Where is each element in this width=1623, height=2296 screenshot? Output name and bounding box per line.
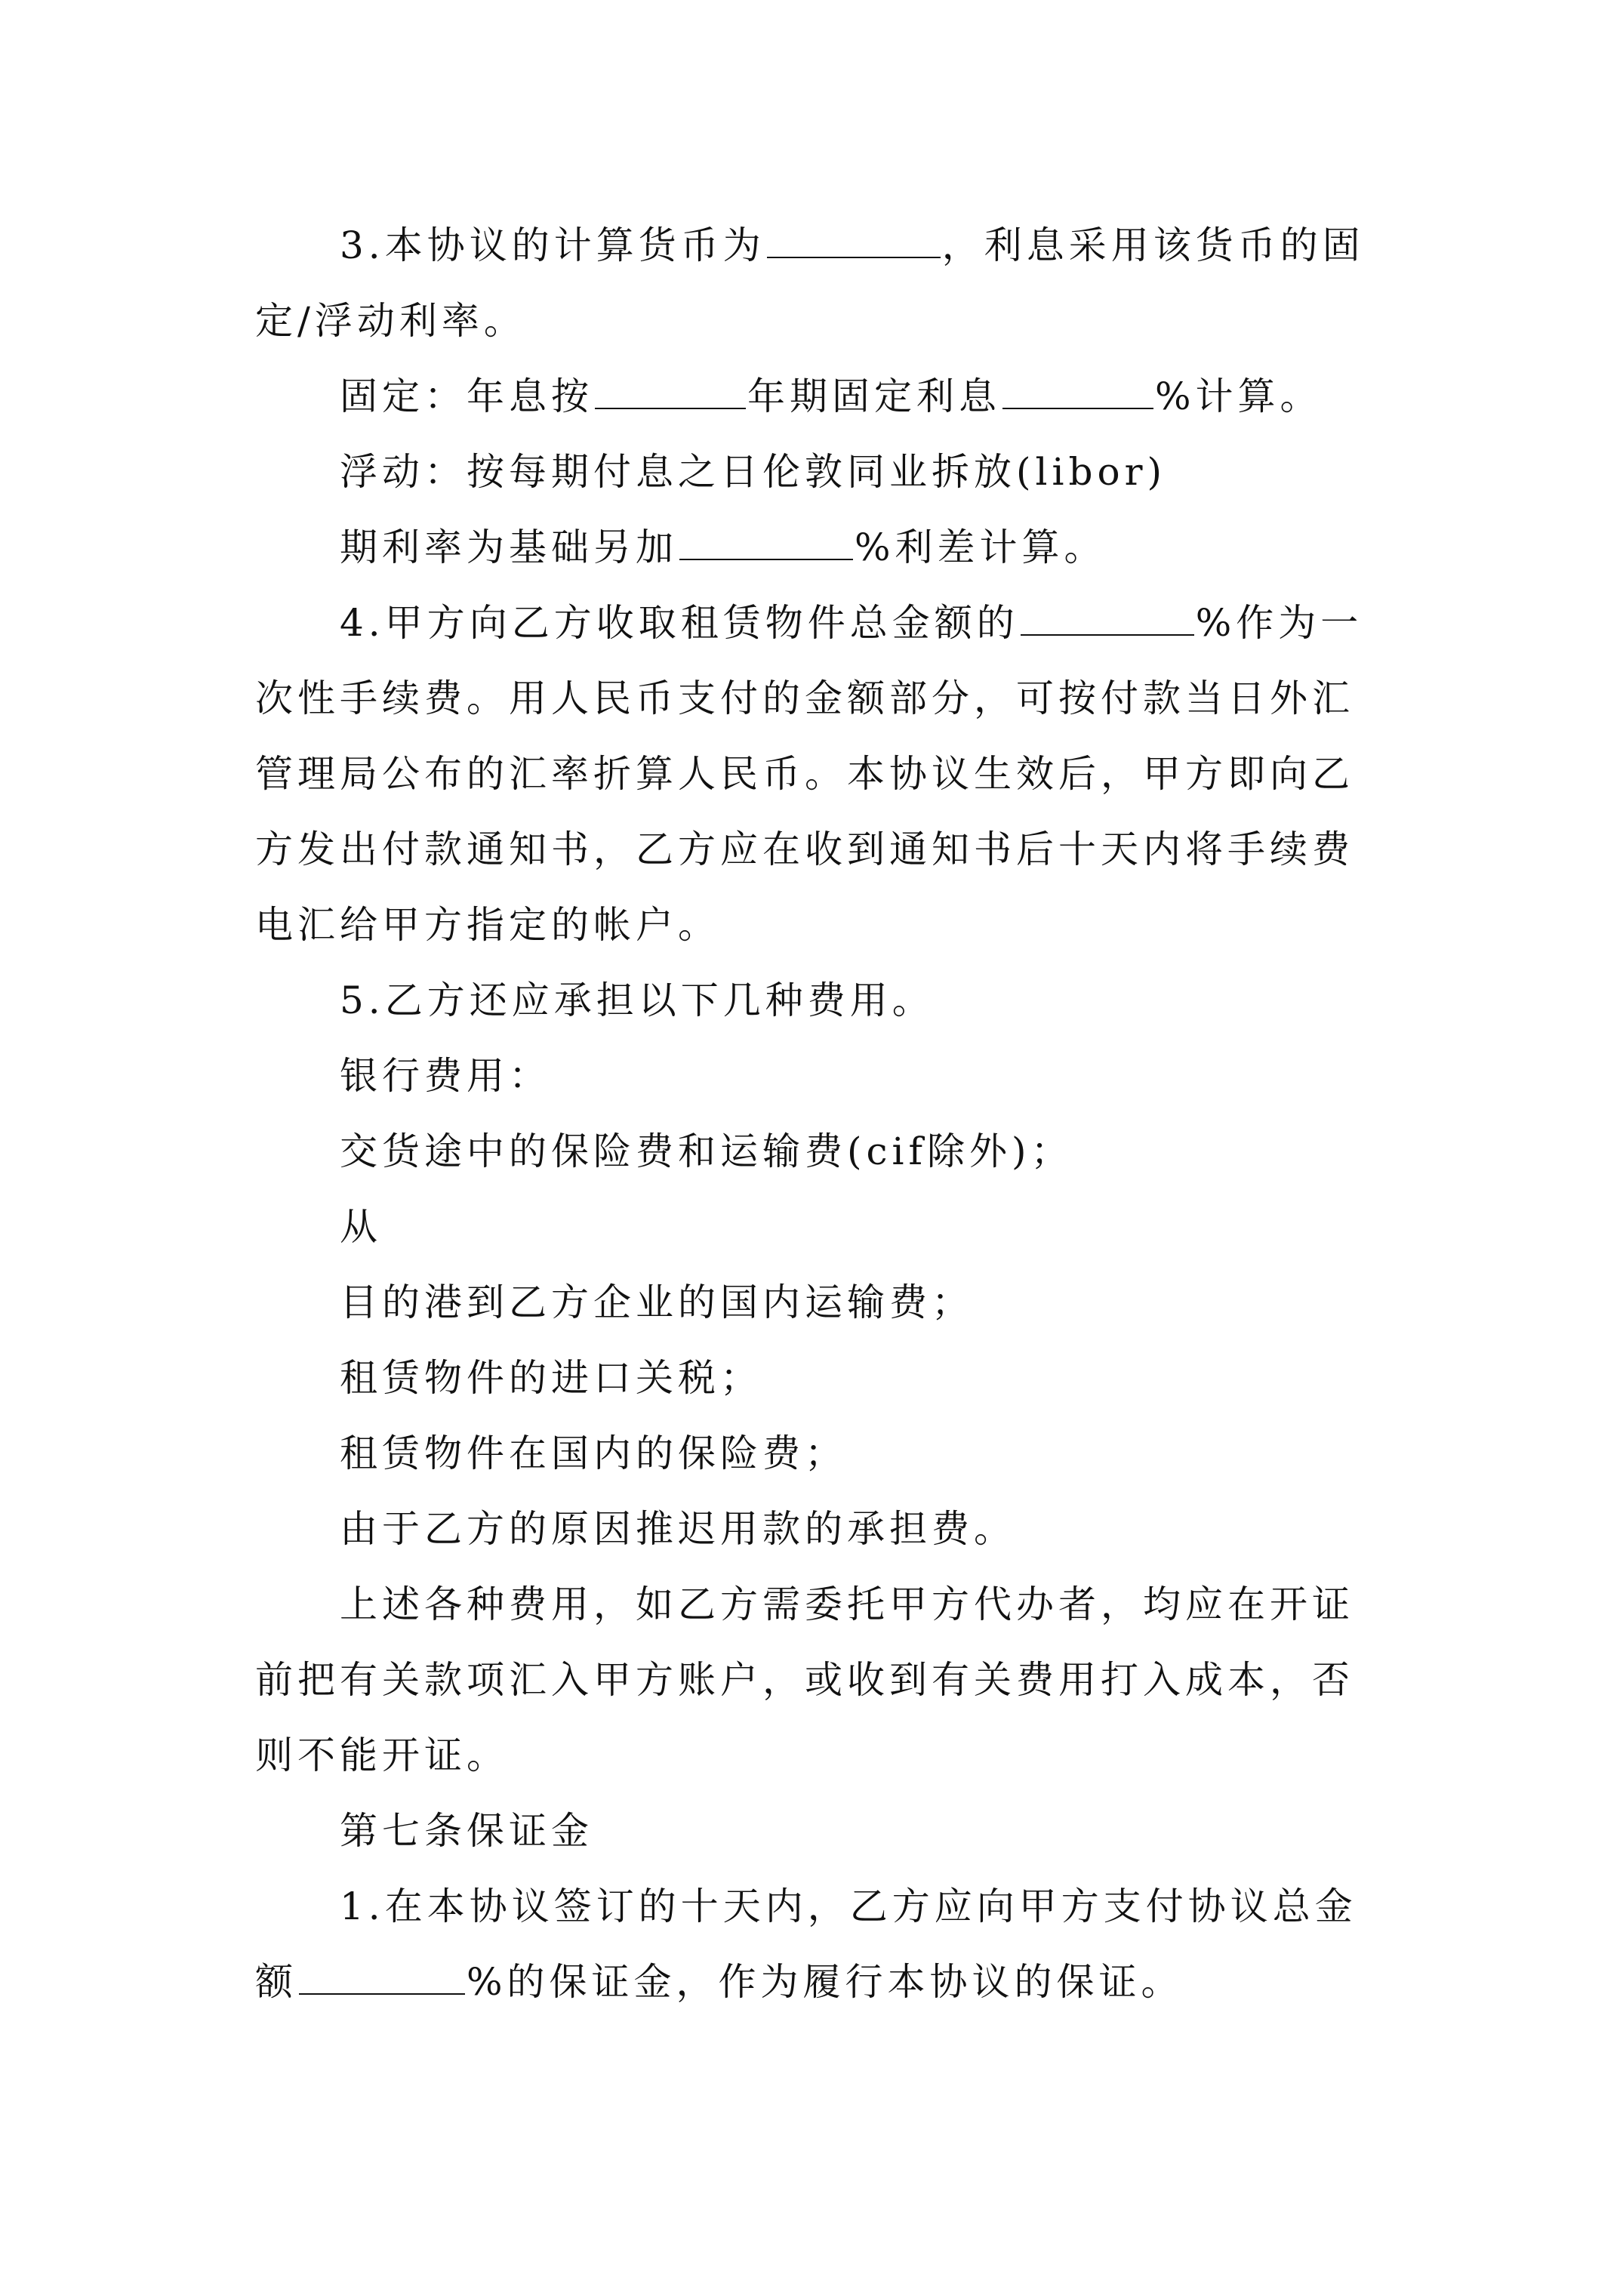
insurance-transport-line: 交货途中的保险费和运输费(cif除外)； [340, 1130, 1073, 1173]
currency-blank [767, 219, 941, 258]
commitment-fee-line: 由于乙方的原因推迟用款的承担费。 [340, 1507, 1016, 1551]
article-7-clause-1-line-1: 1.在本协议签订的十天内，乙方应向甲方支付协议总金 [340, 1885, 1357, 1928]
text: 年期固定利息 [747, 374, 1001, 418]
domestic-insurance-line: 租赁物件在国内的保险费； [340, 1432, 847, 1475]
clause-3-line-2: 定/浮动利率。 [255, 299, 526, 343]
clause-4-line-1 [340, 589, 1472, 657]
floating-rate-line: 浮动：按每期付息之日伦敦同业拆放(libor) [340, 450, 1167, 494]
clause-3-line-1 [340, 211, 1472, 279]
fixed-rate-line [340, 362, 1472, 430]
fixed-rate-blank [1002, 370, 1153, 409]
clause-5-line: 5.乙方还应承担以下几种费用。 [340, 978, 935, 1022]
spread-blank [679, 521, 853, 560]
text: 固定：年息按 [340, 374, 593, 418]
article-7-clause-1-line-2 [255, 1948, 1387, 2016]
text: ，利息采用该货币的固 [941, 223, 1365, 267]
fee-percent-blank [1021, 596, 1194, 636]
clause-4-line-3: 管理局公布的汇率折算人民币。本协议生效后，甲方即向乙 [255, 752, 1354, 796]
text: %利差计算。 [855, 525, 1107, 569]
fees-paragraph-line-2: 前把有关款项汇入甲方账户，或收到有关费用打入成本，否 [255, 1658, 1354, 1702]
from-line: 从 [340, 1205, 382, 1249]
domestic-transport-line: 目的港到乙方企业的国内运输费； [340, 1281, 974, 1324]
clause-4-line-5: 电汇给甲方指定的帐户。 [255, 903, 720, 947]
years-blank [595, 370, 746, 409]
text: 4.甲方向乙方收取租赁物件总金额的 [340, 601, 1019, 645]
text: %计算。 [1155, 374, 1323, 418]
bank-fees-line: 银行费用： [340, 1054, 551, 1098]
article-7-heading: 第七条保证金 [340, 1809, 593, 1853]
text: %作为一 [1195, 601, 1363, 645]
import-duty-line: 租赁物件的进口关税； [340, 1356, 762, 1400]
floating-rate-line-2 [340, 513, 1472, 581]
fees-paragraph-line-3: 则不能开证。 [255, 1734, 509, 1777]
clause-4-line-4: 方发出付款通知书，乙方应在收到通知书后十天内将手续费 [255, 827, 1354, 871]
deposit-percent-blank [299, 1955, 465, 1995]
text: 3.本协议的计算货币为 [340, 223, 765, 267]
text: 额 [255, 1960, 297, 2004]
text: %的保证金，作为履行本协议的保证。 [467, 1960, 1184, 2004]
text: 期利率为基础另加 [340, 525, 678, 569]
clause-4-line-2: 次性手续费。用人民币支付的金额部分，可按付款当日外汇 [255, 676, 1354, 720]
fees-paragraph-line-1: 上述各种费用，如乙方需委托甲方代办者，均应在开证 [340, 1583, 1354, 1626]
